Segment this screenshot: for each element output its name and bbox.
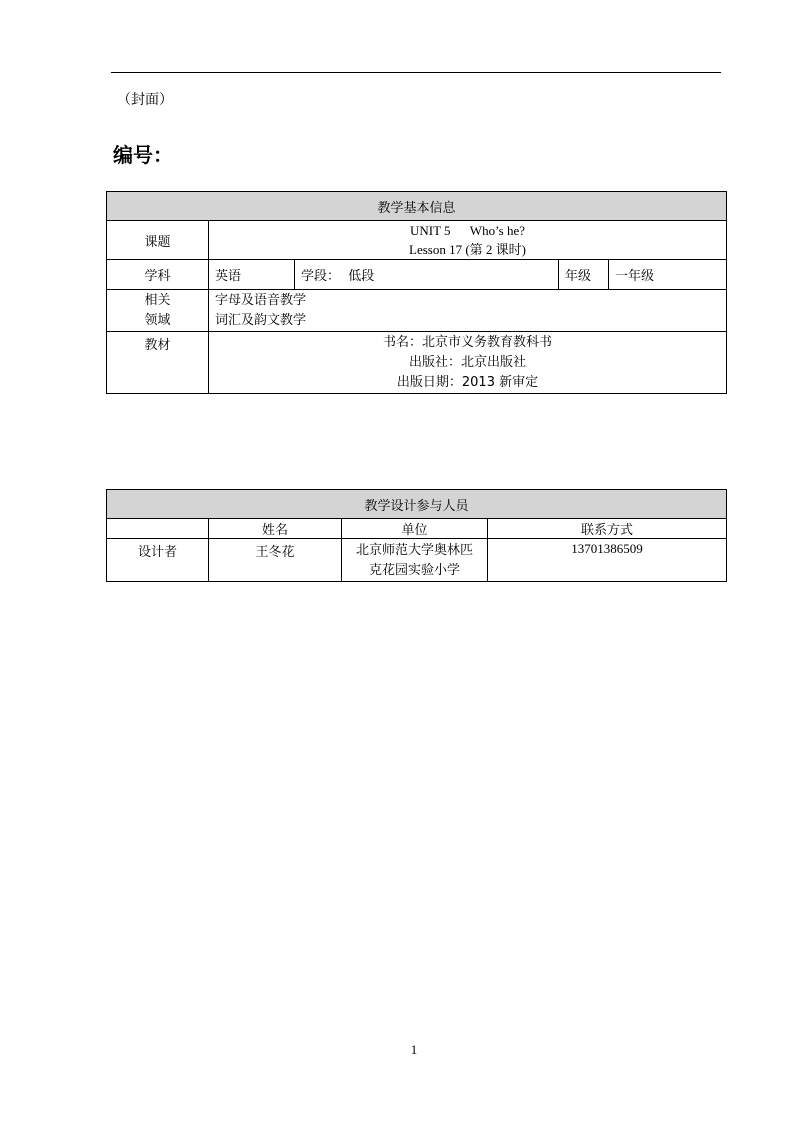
teaching-info-table	[106, 191, 727, 394]
field-label-line-2: 领域	[144, 312, 171, 328]
people-column-header-row	[107, 519, 727, 539]
subject-label: 学科	[107, 260, 209, 290]
cover-label: （封面）	[117, 92, 173, 108]
grade-value: 一年级	[609, 260, 727, 290]
field-value-line-1: 字母及语音教学	[215, 292, 307, 308]
header-rule	[111, 72, 721, 73]
field-value	[209, 290, 727, 332]
page-number: 1	[410, 1042, 418, 1057]
column-header-blank	[107, 519, 209, 539]
textbook-line-3: 出版日期：2013 新审定	[396, 374, 539, 390]
person-role: 设计者	[107, 539, 209, 582]
topic-label: 课题	[107, 221, 209, 260]
column-header-unit: 单位	[342, 519, 488, 539]
people-section-header-row	[107, 490, 727, 519]
person-unit-line-1: 北京师范大学奥林匹	[355, 543, 473, 558]
textbook-value	[209, 332, 727, 394]
people-section-title: 教学设计参与人员	[107, 490, 727, 519]
topic-value	[209, 221, 727, 260]
person-name: 王冬花	[209, 539, 342, 582]
field-row	[107, 290, 727, 332]
textbook-line-2: 出版社：北京出版社	[408, 354, 526, 370]
topic-row	[107, 221, 727, 260]
column-header-name: 姓名	[209, 519, 342, 539]
textbook-line-1: 书名：北京市义务教育教科书	[382, 334, 552, 350]
grade-label: 年级	[559, 260, 609, 290]
person-unit-line-2: 克花园实验小学	[368, 563, 460, 578]
stage-text: 学段： 低段	[295, 260, 559, 290]
person-unit	[342, 539, 488, 582]
subject-value: 英语	[209, 260, 295, 290]
subject-row	[107, 260, 727, 290]
textbook-row	[107, 332, 727, 394]
doc-number-label: 编号：	[113, 143, 173, 167]
design-participants-table	[106, 489, 727, 582]
table-row	[107, 539, 727, 582]
info-section-title: 教学基本信息	[107, 192, 727, 221]
field-label-line-1: 相关	[144, 292, 171, 308]
info-section-header-row	[107, 192, 727, 221]
topic-line-1: UNIT 5 Who’s he?	[409, 223, 526, 238]
textbook-label: 教材	[107, 332, 209, 394]
field-label	[107, 290, 209, 332]
topic-line-2: Lesson 17 (第 2 课时)	[409, 242, 526, 257]
field-value-line-2: 词汇及韵文教学	[215, 312, 307, 328]
person-contact: 13701386509	[488, 539, 727, 582]
column-header-contact: 联系方式	[488, 519, 727, 539]
